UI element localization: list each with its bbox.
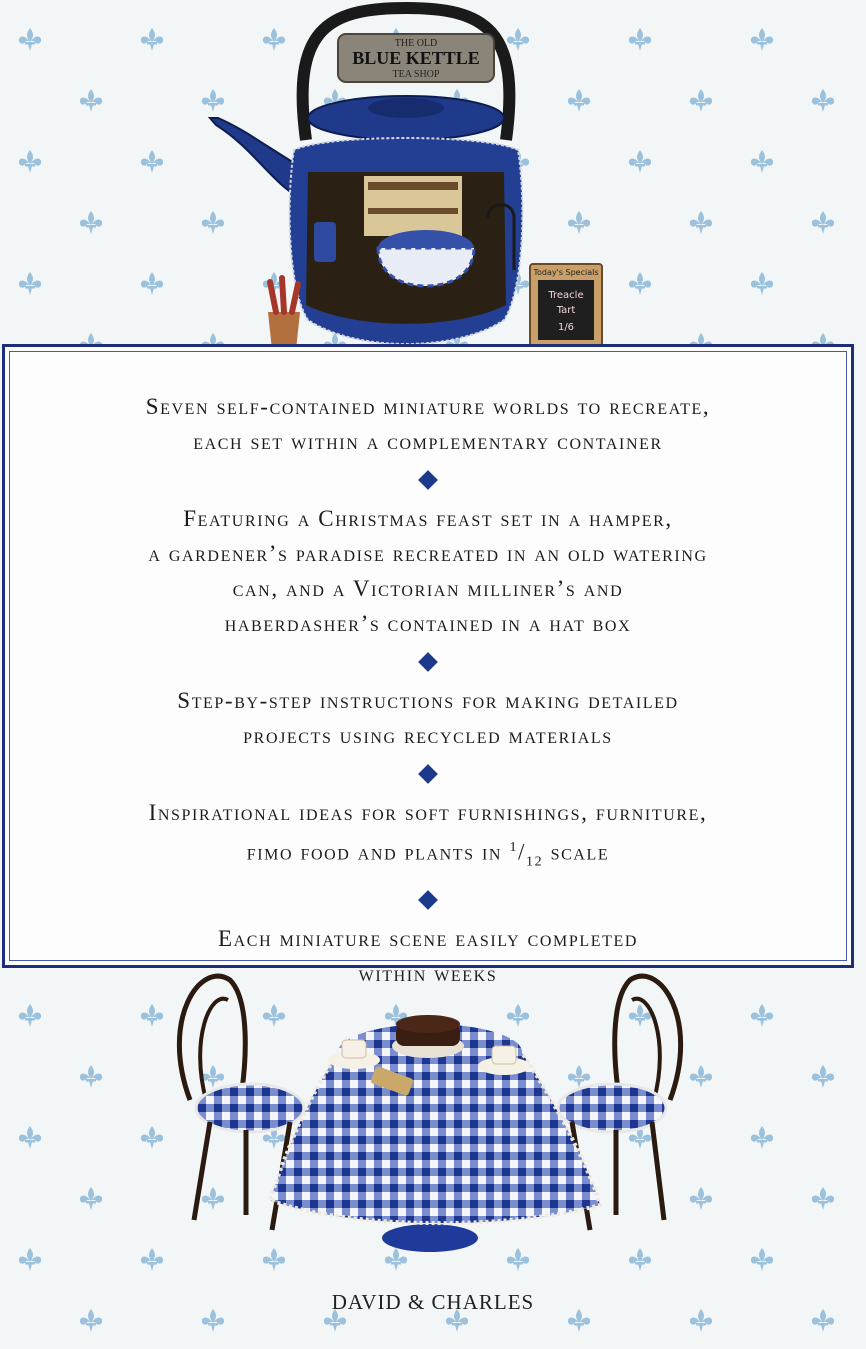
- blurb-2-line3: can, and a Victorian milliner’s and: [232, 576, 624, 601]
- blurb-2-line2: a gardener’s paradise recreated in an old watering: [148, 541, 708, 566]
- sign-main-text: BLUE KETTLE: [352, 48, 480, 68]
- blurb-item-4: Inspirational ideas for soft furnishings, furniture, fimo food and plants in $^1/_{12}$ scale: [148, 800, 708, 870]
- scale-denominator: 12: [526, 854, 544, 870]
- blurb-1-line1: Seven self-contained miniature worlds to recreate,: [145, 394, 711, 419]
- blurb-4-line1: Inspirational ideas for soft furnishings, furniture,: [148, 800, 708, 825]
- board-title-text: Today's Specials: [533, 268, 599, 277]
- diamond-divider-icon: [418, 652, 438, 672]
- blurb-2-line4: haberdasher’s contained in a hat box: [224, 611, 632, 636]
- blue-kettle-teapot-illustration: [196, 0, 616, 370]
- blurb-4-line2-prefix: fimo food and plants in: [246, 839, 510, 865]
- blurb-5-line1: Each miniature scene easily completed: [218, 926, 638, 952]
- sign-top-text: THE OLD: [394, 38, 438, 49]
- blurb-item-2: [25, 501, 831, 641]
- blurb-item-1: [25, 389, 831, 459]
- blurb-4-line2-suffix: scale: [543, 839, 610, 865]
- board-line1-text: Treacle: [548, 290, 584, 301]
- sign-bottom-text: TEA SHOP: [392, 69, 440, 80]
- diamond-divider-icon: [418, 890, 438, 910]
- blurb-3-line1: Step-by-step instructions for making detailed: [177, 688, 679, 713]
- diamond-divider-icon: [418, 764, 438, 784]
- board-line3-text: 1/6: [557, 322, 575, 333]
- gingham-table-and-chairs-illustration: [150, 960, 710, 1260]
- blurb-1-line2: each set within a complementary container: [193, 429, 663, 454]
- blurb-3-line2: projects using recycled materials: [243, 723, 613, 748]
- blurb-panel: [2, 344, 854, 987]
- blurb-list: [25, 389, 831, 991]
- scale-numerator: 1: [509, 840, 519, 855]
- publisher-name: DAVID & CHARLES: [331, 1290, 535, 1314]
- board-line2-text: Tart: [556, 305, 576, 316]
- diamond-divider-icon: [418, 470, 438, 490]
- blurb-item-3: [25, 683, 831, 753]
- blurb-2-line1: Featuring a Christmas feast set in a hamper,: [183, 506, 673, 531]
- blurb-5-line2: within weeks: [358, 961, 498, 987]
